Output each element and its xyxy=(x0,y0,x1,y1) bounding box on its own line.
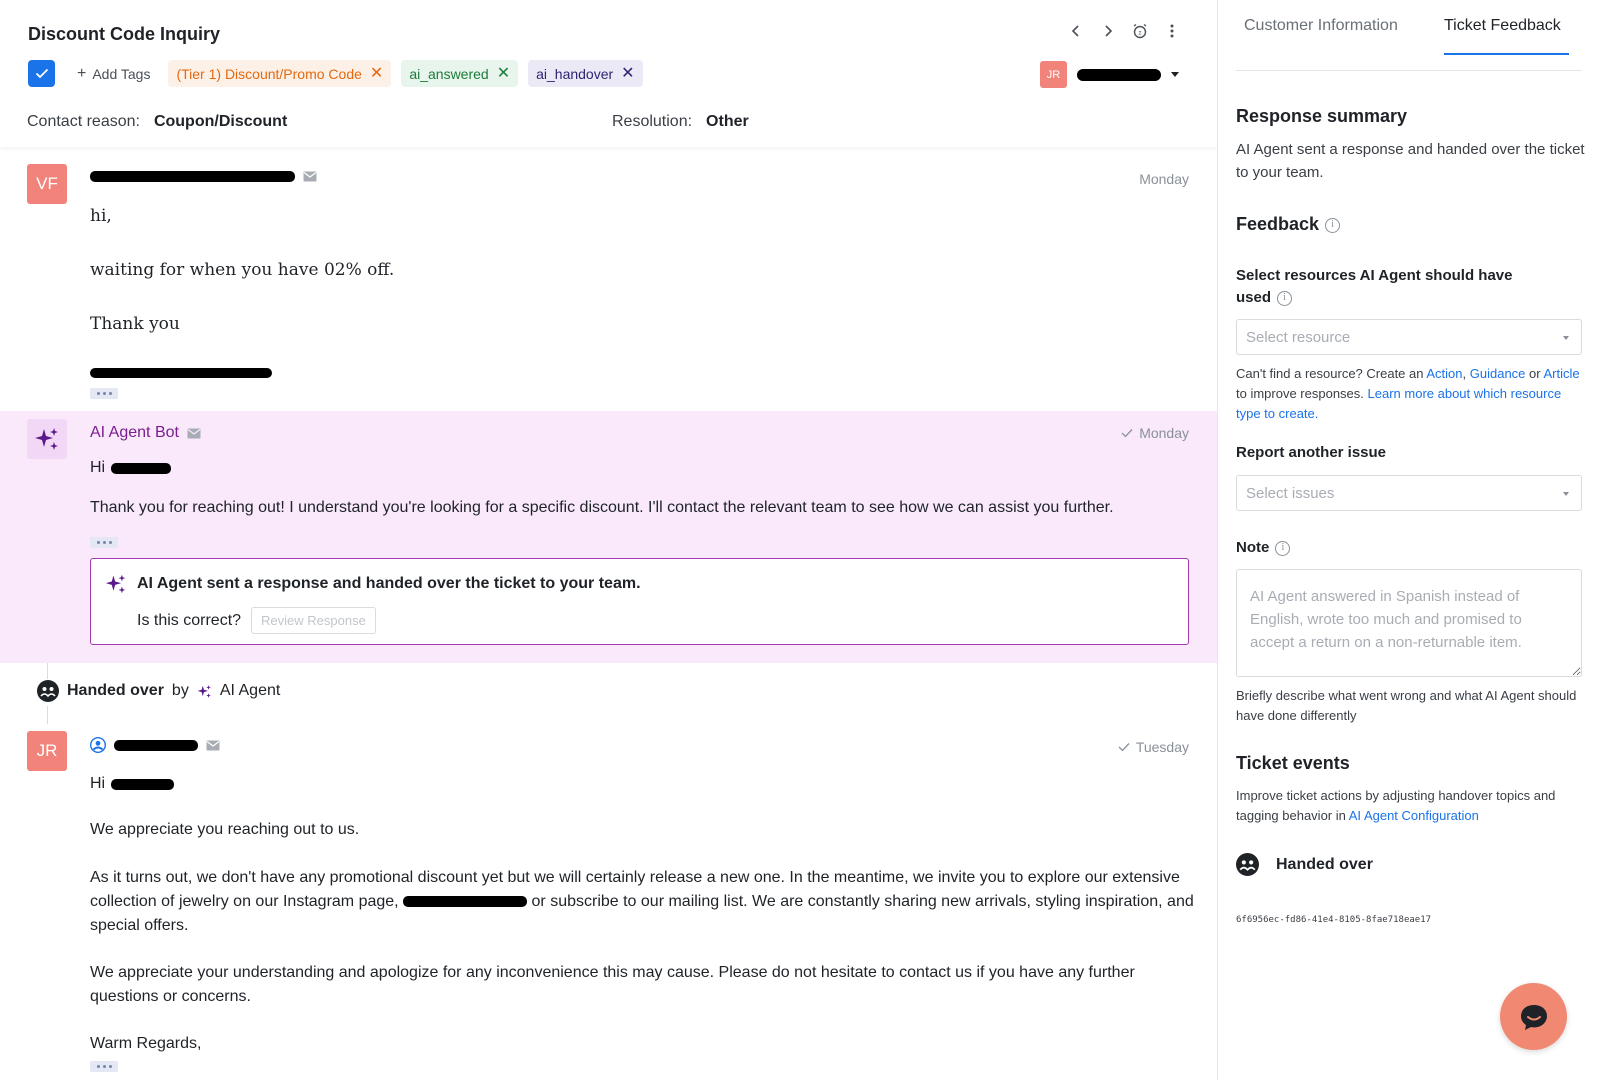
tag-ai-handover xyxy=(528,60,642,87)
ticket-title: Discount Code Inquiry xyxy=(28,24,221,44)
greeting-text: Hi xyxy=(90,775,106,792)
assignee-dropdown[interactable] xyxy=(1040,61,1179,88)
event-label: Handed over xyxy=(1276,855,1373,873)
select-ticket-checkbox[interactable] xyxy=(28,60,55,87)
handover-label: Handed over xyxy=(67,682,164,699)
time-label: Tuesday xyxy=(1135,739,1189,755)
chat-bubble-icon xyxy=(1519,1003,1549,1031)
ticket-header xyxy=(0,0,1217,147)
help-text: to improve responses. xyxy=(1236,386,1364,401)
ai-agent-configuration-link[interactable]: AI Agent Configuration xyxy=(1348,808,1479,823)
action-link[interactable]: Action xyxy=(1426,366,1463,381)
ticket-events-title: Ticket events xyxy=(1236,753,1350,773)
redacted-sender-name xyxy=(114,740,198,751)
resources-label-text: Select resources AI Agent should have used xyxy=(1236,267,1513,306)
agent-user-icon xyxy=(90,737,106,753)
show-more-button[interactable] xyxy=(90,537,118,548)
avatar: VF xyxy=(27,164,67,204)
message-sender xyxy=(90,424,201,442)
feedback-title xyxy=(1236,214,1340,235)
tag-label: ai_handover xyxy=(536,65,614,82)
contact-reason-value[interactable]: Coupon/Discount xyxy=(153,113,288,130)
ai-avatar xyxy=(27,419,67,459)
note-help-text: Briefly describe what went wrong and what AI Agent should have done differently xyxy=(1236,688,1577,723)
tag-ai-answered xyxy=(401,60,518,87)
redacted-name xyxy=(111,779,174,790)
ai-handover-notice xyxy=(90,558,1189,645)
message-time xyxy=(1121,425,1189,441)
info-icon[interactable]: i xyxy=(1275,541,1290,556)
time-label: Monday xyxy=(1139,425,1189,441)
paragraph-text: or subscribe to our mailing list. We are constantly sharing new arrivals, styling inspiration, and special offers. xyxy=(90,893,1194,934)
article-link[interactable]: Article xyxy=(1543,366,1580,381)
message-paragraph: We appreciate your understanding and apologize for any inconvenience this may cause. Please do not hesitate to contact us if you have any further questions or concerns. xyxy=(90,964,1135,1005)
select-placeholder: Select issues xyxy=(1246,485,1335,502)
ticket-side-panel xyxy=(1218,0,1600,1080)
handover-agent: AI Agent xyxy=(219,682,281,699)
contact-reason-label: Contact reason: xyxy=(27,113,140,130)
help-text: Can't find a resource? Create an xyxy=(1236,366,1424,381)
tab-customer-information[interactable]: Customer Information xyxy=(1244,17,1398,34)
message-sender xyxy=(90,737,220,753)
select-resource-dropdown[interactable] xyxy=(1236,319,1582,355)
message-greeting xyxy=(90,772,174,796)
learn-more-link[interactable]: Learn more about which resource type to create. xyxy=(1236,386,1562,421)
handover-event xyxy=(37,680,280,702)
ticket-events-text xyxy=(1236,786,1581,826)
sent-check-icon xyxy=(1118,742,1130,752)
message-line: Thank you xyxy=(90,314,180,334)
side-tabs xyxy=(1218,0,1600,56)
tag-row xyxy=(28,60,643,87)
notice-question: Is this correct? xyxy=(137,611,242,629)
select-issues-dropdown[interactable] xyxy=(1236,475,1582,511)
redacted-assignee-name xyxy=(1077,69,1161,81)
remove-tag-icon[interactable]: ✕ xyxy=(369,64,384,82)
redacted-handle xyxy=(403,896,527,907)
note-textarea[interactable] xyxy=(1236,569,1582,677)
svg-text:z: z xyxy=(1138,30,1142,37)
chat-launcher-button[interactable] xyxy=(1500,983,1567,1050)
show-more-button[interactable] xyxy=(90,388,118,399)
handover-user-icon xyxy=(1236,853,1259,876)
review-response-button[interactable]: Review Response xyxy=(251,607,376,634)
timeline-line xyxy=(47,663,48,679)
response-summary-text: AI Agent sent a response and handed over the ticket to your team. xyxy=(1236,141,1585,181)
add-tags-button[interactable] xyxy=(77,66,150,82)
sparkle-icon xyxy=(105,573,127,595)
note-label-text: Note xyxy=(1236,539,1270,556)
feedback-title-text: Feedback xyxy=(1236,214,1320,234)
resolution xyxy=(612,113,749,131)
remove-tag-icon[interactable]: ✕ xyxy=(496,64,511,82)
info-icon[interactable]: i xyxy=(1277,291,1292,306)
tab-ticket-feedback[interactable]: Ticket Feedback xyxy=(1444,17,1561,34)
snooze-alarm-icon[interactable] xyxy=(1131,22,1149,40)
caret-down-icon xyxy=(1171,72,1179,77)
resource-help-text: Can't find a resource? Create an Action, Guidance or Article to improve responses. Learn more about which resource type to create. xyxy=(1236,366,1580,421)
message-time xyxy=(1118,739,1189,755)
message-time xyxy=(1139,171,1189,187)
note-label xyxy=(1236,537,1290,559)
email-icon xyxy=(303,171,317,182)
message-sender xyxy=(90,171,317,182)
tag-discount-promo xyxy=(168,60,391,87)
message-line: waiting for when you have 02% off. xyxy=(90,260,395,280)
tag-label: (Tier 1) Discount/Promo Code xyxy=(176,65,362,82)
timeline-line xyxy=(47,706,48,724)
message-paragraph: We appreciate you reaching out to us. xyxy=(90,821,360,838)
handover-by: by xyxy=(171,682,189,699)
help-text: or xyxy=(1529,366,1541,381)
sender-name: AI Agent Bot xyxy=(90,424,179,441)
divider xyxy=(1236,70,1582,71)
add-tags-label: Add Tags xyxy=(92,65,151,82)
resources-label xyxy=(1236,265,1536,309)
remove-tag-icon[interactable]: ✕ xyxy=(621,64,635,82)
sent-check-icon xyxy=(1121,428,1133,438)
check-icon xyxy=(35,68,49,79)
report-issue-label: Report another issue xyxy=(1236,444,1387,461)
plus-icon: + xyxy=(77,64,87,82)
guidance-link[interactable]: Guidance xyxy=(1469,366,1526,381)
info-icon[interactable]: i xyxy=(1325,218,1340,233)
avatar: JR xyxy=(27,731,67,771)
select-placeholder: Select resource xyxy=(1246,329,1351,346)
notice-title: AI Agent sent a response and handed over the ticket to your team. xyxy=(137,575,641,592)
dropdown-arrow-icon xyxy=(1563,336,1569,340)
ticket-event-item xyxy=(1236,853,1373,876)
show-more-button[interactable] xyxy=(90,1061,118,1072)
redacted-signature xyxy=(90,368,272,378)
message-greeting xyxy=(90,456,171,480)
sparkle-icon xyxy=(34,426,60,452)
chevron-left-icon[interactable] xyxy=(1067,22,1085,40)
response-summary-title: Response summary xyxy=(1236,106,1408,126)
contact-reason xyxy=(27,113,287,131)
dropdown-arrow-icon xyxy=(1563,492,1569,496)
message-line: hi, xyxy=(90,206,112,226)
handover-user-icon xyxy=(37,680,59,702)
resolution-label: Resolution: xyxy=(612,113,693,130)
tag-label: ai_answered xyxy=(409,65,489,82)
events-help-text: Improve ticket actions by adjusting handover topics and tagging behavior in xyxy=(1236,788,1556,823)
message-paragraph xyxy=(90,866,1200,938)
redacted-name xyxy=(111,463,171,474)
redacted-sender-name xyxy=(90,171,295,182)
sparkle-icon xyxy=(197,684,212,699)
active-tab-indicator xyxy=(1444,53,1569,55)
header-actions xyxy=(1067,22,1181,40)
chevron-right-icon[interactable] xyxy=(1099,22,1117,40)
message-paragraph: Warm Regards, xyxy=(90,1035,202,1052)
greeting-text: Hi xyxy=(90,459,106,476)
paragraph-text: As it turns out, we don't have any promotional discount yet but we will certainly release a new one. In the meantime, we invite you to explore our extensive collection of jewelry on our Instagram page, xyxy=(90,869,1180,910)
ticket-uuid: 6f6956ec-fd86-41e4-8105-8fae718eae17 xyxy=(1236,915,1432,925)
more-vertical-icon[interactable] xyxy=(1163,22,1181,40)
email-icon xyxy=(187,428,201,439)
email-icon xyxy=(206,740,220,751)
resolution-value[interactable]: Other xyxy=(706,113,749,130)
assignee-avatar: JR xyxy=(1040,61,1067,88)
time-label: Monday xyxy=(1139,171,1189,187)
notice-question-row xyxy=(137,607,376,634)
message-body: Thank you for reaching out! I understand you're looking for a specific discount. I'll contact the relevant team to see how we can assist you further. xyxy=(90,499,1114,516)
